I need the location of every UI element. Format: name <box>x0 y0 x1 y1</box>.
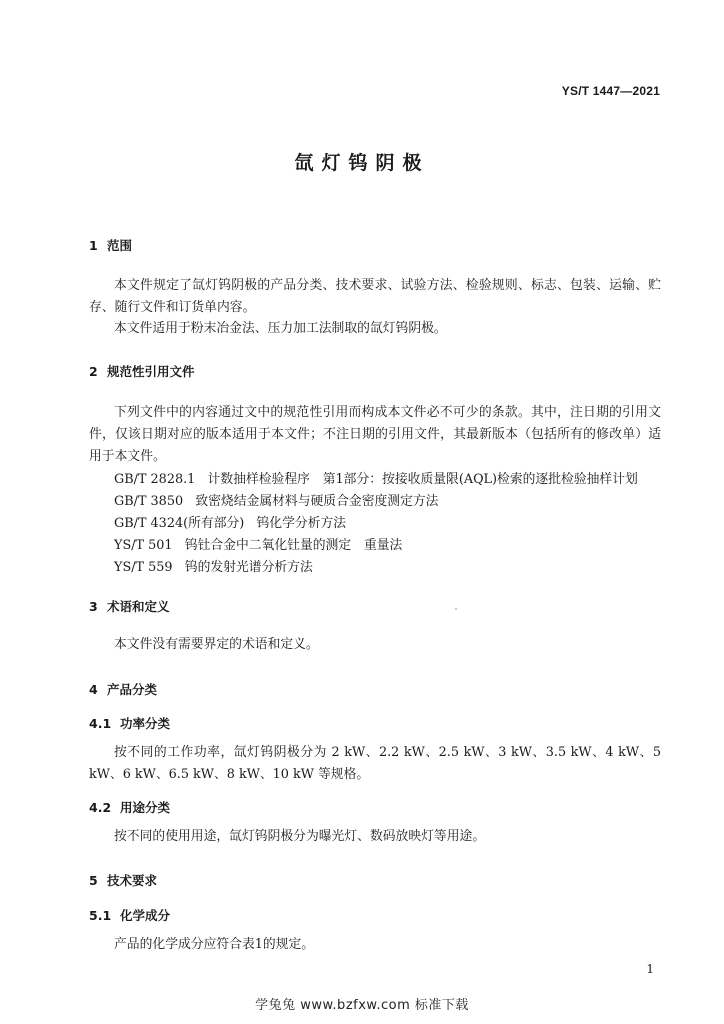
section-4-2-paragraph: 按不同的使用用途，氙灯钨阴极分为曝光灯、数码放映灯等用途。 <box>114 829 486 844</box>
section-2-heading <box>89 362 195 380</box>
section-4-1-number: 4.1 <box>89 716 112 731</box>
section-5-1-title: 化学成分 <box>120 908 171 923</box>
section-2-title: 规范性引用文件 <box>107 364 195 379</box>
section-5-1-paragraph: 产品的化学成分应符合表1的规定。 <box>114 937 315 952</box>
reference-code: GB/T 3850 <box>114 494 184 509</box>
section-4-2-title: 用途分类 <box>120 800 171 815</box>
speck-mark <box>455 608 457 610</box>
section-1-paragraph-1: 本文件规定了氙灯钨阴极的产品分类、技术要求、试验方法、检验规则、标志、包装、运输、贮存、随行文件和订货单内容。 <box>89 278 661 315</box>
section-4-1-title: 功率分类 <box>120 716 171 731</box>
reference-code: YS/T 501 <box>114 538 173 553</box>
section-1-heading <box>89 236 132 254</box>
document-title: 氙灯钨阴极 <box>294 152 430 174</box>
section-5-heading <box>89 871 157 889</box>
section-5-1-number: 5.1 <box>89 908 112 923</box>
reference-code: YS/T 559 <box>114 560 173 575</box>
page-number: 1 <box>646 962 654 976</box>
section-5-1-heading <box>89 906 170 924</box>
footer-watermark: 学兔兔 www.bzfxw.com 标准下载 <box>255 998 469 1013</box>
section-3-number: 3 <box>89 599 98 614</box>
reference-name: 致密烧结金属材料与硬质合金密度测定方法 <box>195 494 439 509</box>
section-2-paragraph: 下列文件中的内容通过文中的规范性引用而构成本文件必不可少的条款。其中，注日期的引用文件，仅该日期对应的版本适用于本文件；不注日期的引用文件，其最新版本（包括所有的修改单）适用于本文件。 <box>89 405 661 464</box>
section-4-1-paragraph: 按不同的工作功率，氙灯钨阴极分为 2 kW、2.2 kW、2.5 kW、3 kW、3.5 kW、4 kW、5 kW、6 kW、6.5 kW、8 kW、10 kW 等规格。 <box>89 745 661 782</box>
reference-item <box>114 512 346 531</box>
section-3-heading <box>89 597 170 615</box>
reference-item <box>114 556 313 575</box>
section-1-paragraph-2: 本文件适用于粉末冶金法、压力加工法制取的氙灯钨阴极。 <box>114 321 447 336</box>
reference-item <box>114 468 638 487</box>
section-4-2-number: 4.2 <box>89 800 112 815</box>
section-4-2-heading <box>89 798 170 816</box>
reference-code: GB/T 2828.1 <box>114 472 196 487</box>
section-5-number: 5 <box>89 873 98 888</box>
reference-name: 钨化学分析方法 <box>256 516 347 531</box>
section-1-number: 1 <box>89 238 98 253</box>
section-4-heading <box>89 680 157 698</box>
reference-code: GB/T 4324(所有部分) <box>114 516 245 531</box>
section-2-number: 2 <box>89 364 98 379</box>
section-1-title: 范围 <box>107 238 133 253</box>
section-4-title: 产品分类 <box>107 682 158 697</box>
reference-name: 钨钍合金中二氧化钍量的测定 重量法 <box>184 538 403 553</box>
reference-item <box>114 534 402 553</box>
reference-name: 钨的发射光谱分析方法 <box>184 560 313 575</box>
section-3-title: 术语和定义 <box>107 599 170 614</box>
reference-name: 计数抽样检验程序 第1部分：按接收质量限(AQL)检索的逐批检验抽样计划 <box>207 472 638 487</box>
section-3-paragraph: 本文件没有需要界定的术语和定义。 <box>114 637 319 652</box>
standard-code: YS/T 1447—2021 <box>561 84 660 98</box>
section-4-number: 4 <box>89 682 98 697</box>
section-4-1-heading <box>89 714 170 732</box>
section-5-title: 技术要求 <box>107 873 158 888</box>
reference-item <box>114 490 438 509</box>
